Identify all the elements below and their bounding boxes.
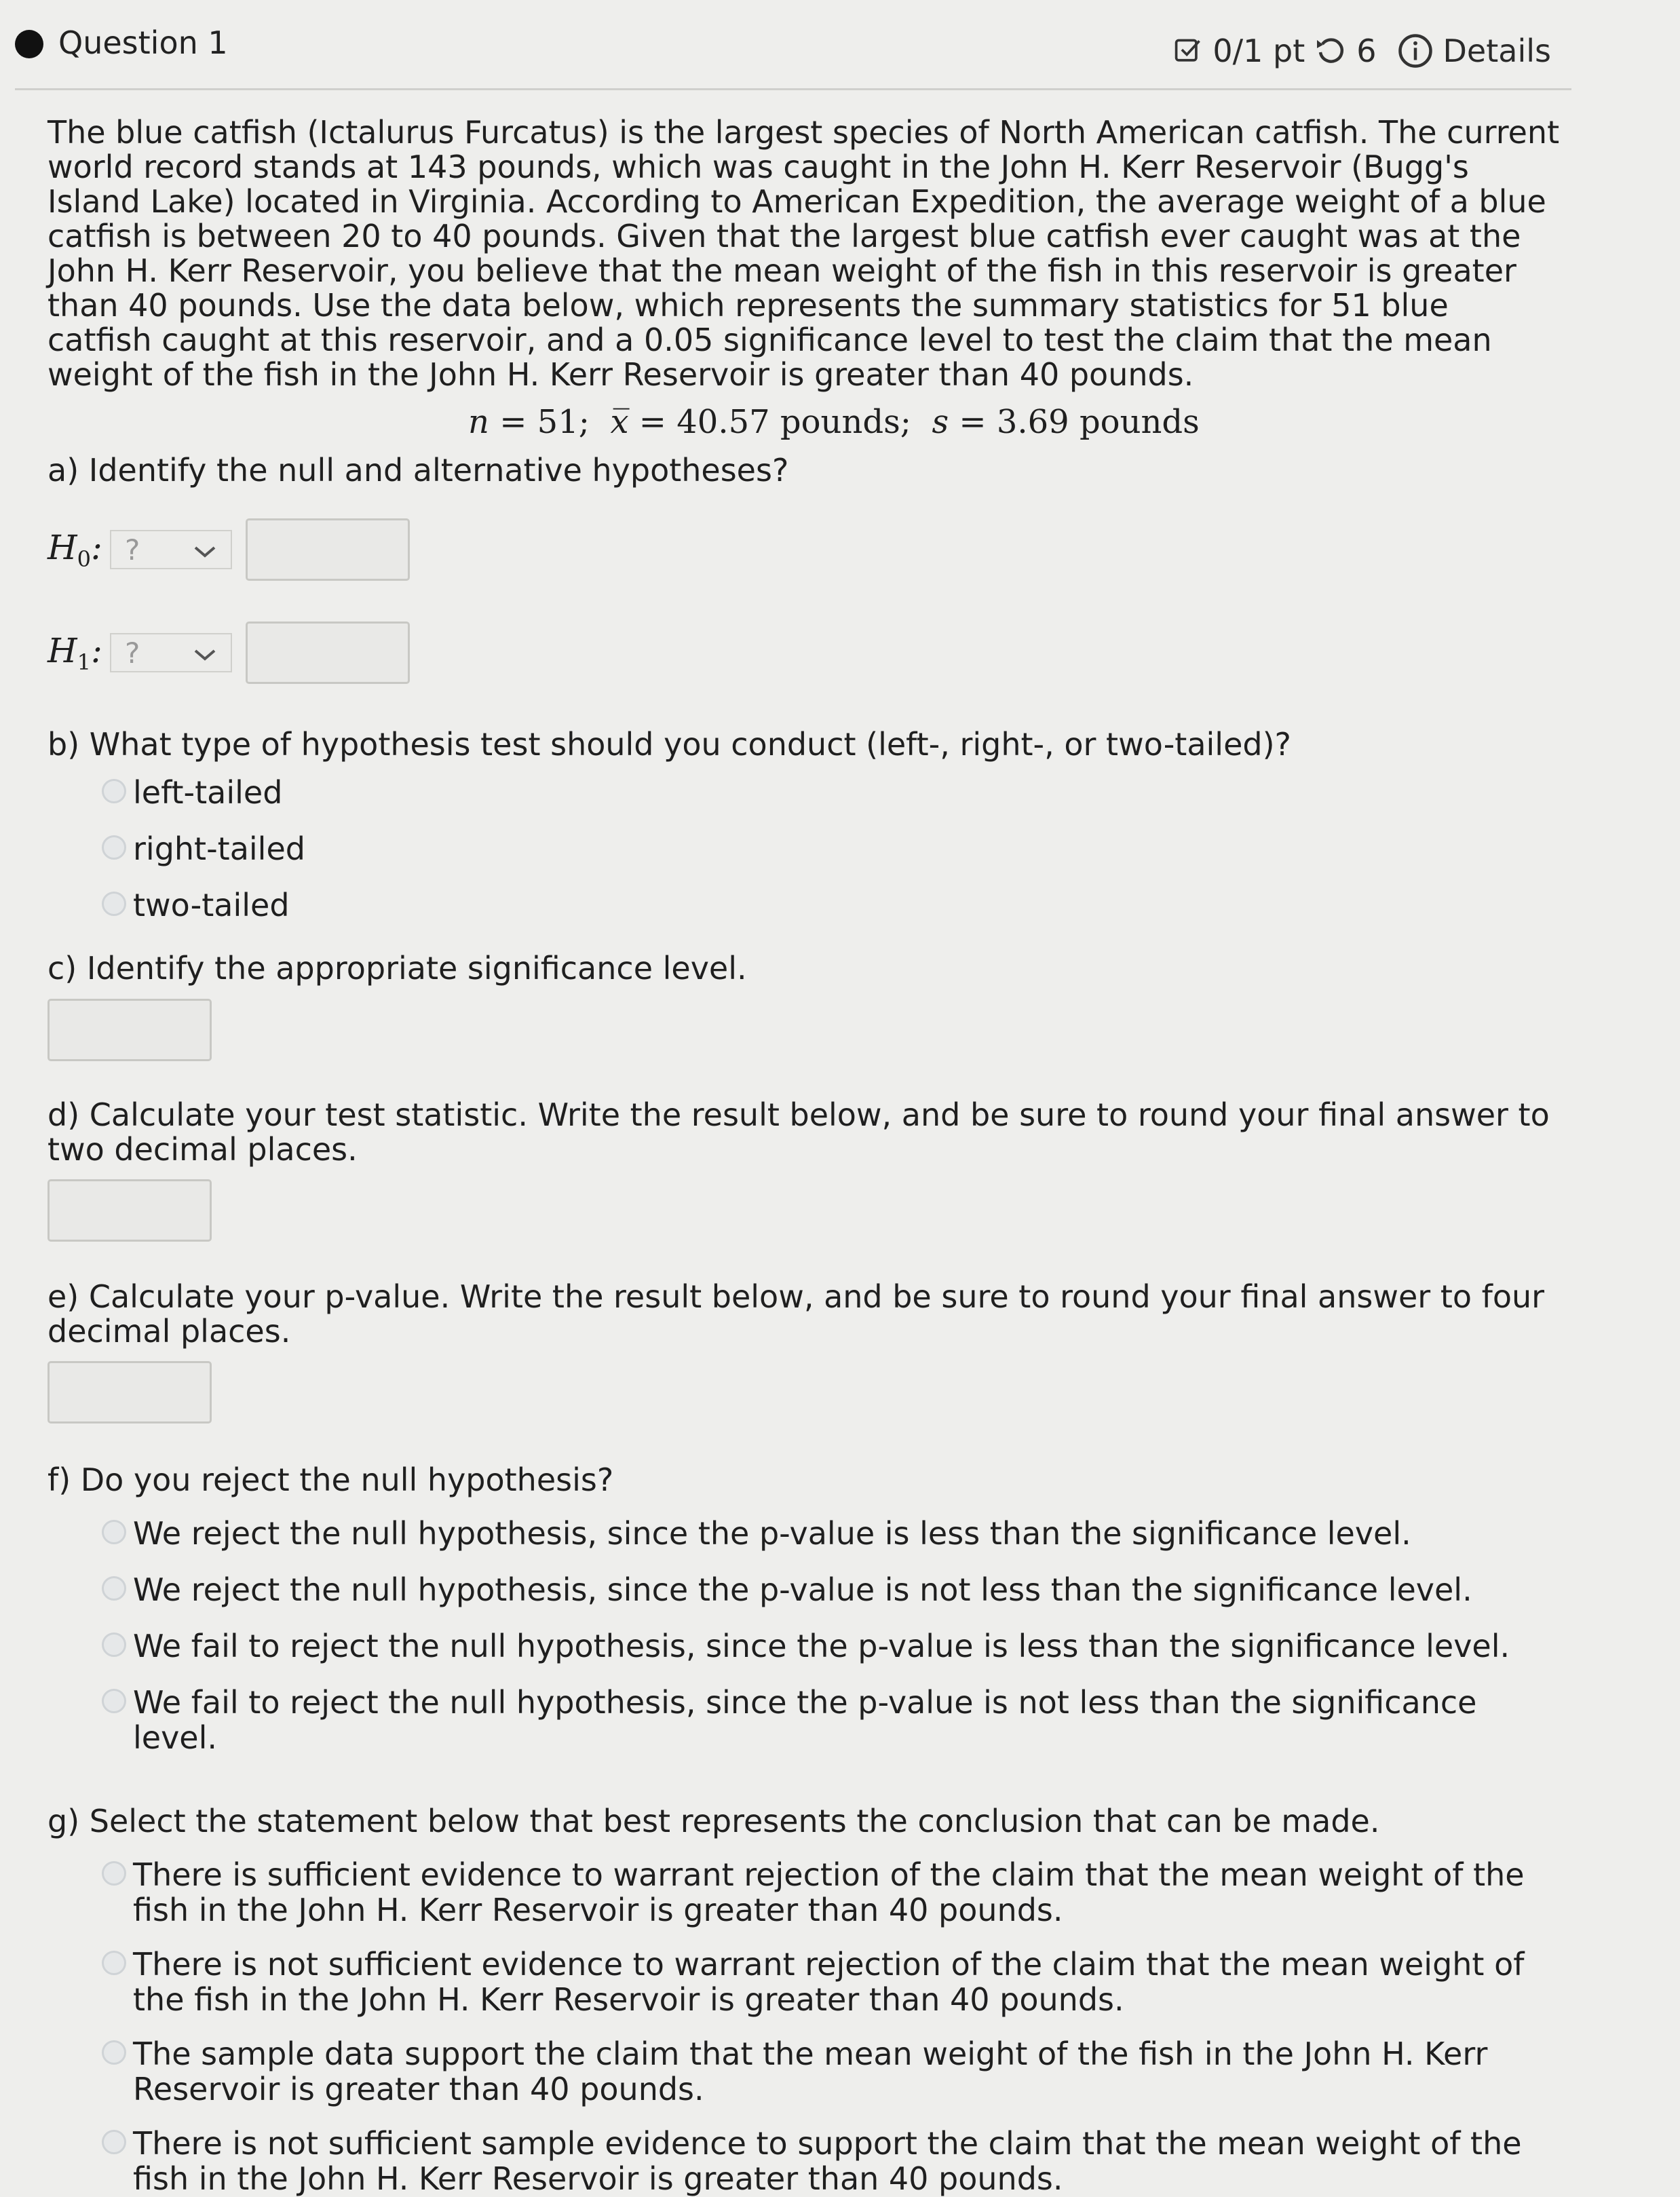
stat-n-value: = 51; bbox=[499, 403, 590, 441]
radio-button[interactable] bbox=[102, 835, 126, 860]
option-fail-reject-2[interactable] bbox=[47, 1685, 1561, 1755]
info-icon[interactable] bbox=[1397, 33, 1434, 69]
chevron-down-icon bbox=[193, 636, 217, 670]
problem-text: The blue catfish (Ictalurus Furcatus) is the largest species of North American catfish. The current world record stands at 143 pounds, which was caught in the John H. Kerr Reservoir (Bugg's Island Lake) located in Virginia. According to American Expedition, the average weight of a blue catfish is between 20 to 40 pounds. Given that the largest blue catfish ever caught was at the John H. Kerr Reservoir, you believe that the mean weight of the fish in this reservoir is greater than 40 pounds. Use the data below, which represents the summary statistics for 51 blue catfish caught at this reservoir, and a 0.05 significance level to test the claim that the mean weight of the fish in the John H. Kerr Reservoir is greater than 40 pounds. bbox=[47, 114, 1560, 393]
stat-s-label: s bbox=[932, 403, 949, 441]
p-value-input[interactable] bbox=[47, 1361, 212, 1424]
h0-select-value: ? bbox=[125, 533, 140, 567]
h0-operator-select[interactable] bbox=[110, 530, 232, 569]
question-body bbox=[47, 115, 1561, 2196]
h0-value-input[interactable] bbox=[246, 518, 410, 581]
radio-button[interactable] bbox=[102, 1520, 126, 1544]
h0-label: $H_0$: bbox=[47, 527, 102, 572]
option-label: We fail to reject the null hypothesis, since the p-value is less than the significance level. bbox=[133, 1628, 1510, 1664]
question-header bbox=[0, 0, 1680, 88]
option-conclusion-4[interactable] bbox=[47, 2126, 1561, 2196]
h1-label: $H_1$: bbox=[47, 630, 102, 675]
part-g-prompt: g) Select the statement below that best represents the conclusion that can be made. bbox=[47, 1803, 1380, 1839]
radio-button[interactable] bbox=[102, 1632, 126, 1657]
question-status-dot bbox=[15, 30, 43, 58]
summary-stats bbox=[47, 403, 1561, 441]
option-label: There is sufficient evidence to warrant rejection of the claim that the mean weight of the fish in the John H. Kerr Reservoir is greater than 40 pounds. bbox=[133, 1856, 1525, 1928]
h1-operator-select[interactable] bbox=[110, 633, 232, 672]
option-reject-2[interactable] bbox=[47, 1572, 1561, 1607]
header-divider bbox=[15, 88, 1571, 90]
option-conclusion-3[interactable] bbox=[47, 2036, 1561, 2107]
chevron-down-icon bbox=[193, 533, 217, 567]
option-label: right-tailed bbox=[133, 830, 305, 867]
option-label: two-tailed bbox=[133, 887, 290, 923]
radio-button[interactable] bbox=[102, 1689, 126, 1713]
option-label: There is not sufficient sample evidence to support the claim that the mean weight of the fish in the John H. Kerr Reservoir is greater than 40 pounds. bbox=[133, 2125, 1522, 2197]
checkbox-edit-icon bbox=[1173, 36, 1203, 66]
retry-icon[interactable] bbox=[1314, 35, 1347, 67]
stat-n-label: n bbox=[468, 403, 489, 441]
null-hypothesis-row bbox=[47, 516, 1561, 584]
option-label: There is not sufficient evidence to warrant rejection of the claim that the mean weight of the fish in the John H. Kerr Reservoir is greater than 40 pounds. bbox=[133, 1946, 1525, 2018]
part-e-prompt: e) Calculate your p-value. Write the result below, and be sure to round your final answer to four decimal places. bbox=[47, 1278, 1545, 1350]
option-label: The sample data support the claim that the mean weight of the fish in the John H. Kerr Reservoir is greater than 40 pounds. bbox=[133, 2036, 1488, 2107]
option-conclusion-1[interactable] bbox=[47, 1857, 1561, 1928]
radio-button[interactable] bbox=[102, 1576, 126, 1601]
option-right-tailed[interactable] bbox=[47, 831, 1561, 866]
reject-decision-options bbox=[47, 1516, 1561, 1755]
part-c-prompt: c) Identify the appropriate significance level. bbox=[47, 950, 747, 987]
option-reject-1[interactable] bbox=[47, 1516, 1561, 1551]
part-f-prompt: f) Do you reject the null hypothesis? bbox=[47, 1462, 614, 1498]
radio-button[interactable] bbox=[102, 1951, 126, 1975]
option-label: We reject the null hypothesis, since the p-value is less than the significance level. bbox=[133, 1515, 1411, 1552]
radio-button[interactable] bbox=[102, 2130, 126, 2154]
option-conclusion-2[interactable] bbox=[47, 1947, 1561, 2017]
question-meta bbox=[1173, 33, 1551, 69]
alt-hypothesis-row bbox=[47, 619, 1561, 687]
details-link[interactable]: Details bbox=[1443, 33, 1551, 69]
radio-button[interactable] bbox=[102, 892, 126, 916]
option-label: We fail to reject the null hypothesis, since the p-value is not less than the significance level. bbox=[133, 1684, 1477, 1756]
question-title: Question 1 bbox=[58, 24, 228, 61]
option-two-tailed[interactable] bbox=[47, 887, 1561, 923]
part-b-prompt: b) What type of hypothesis test should you conduct (left-, right-, or two-tailed)? bbox=[47, 726, 1291, 763]
option-label: left-tailed bbox=[133, 774, 283, 811]
option-label: We reject the null hypothesis, since the p-value is not less than the significance level. bbox=[133, 1571, 1472, 1608]
radio-button[interactable] bbox=[102, 1861, 126, 1886]
test-statistic-input[interactable] bbox=[47, 1179, 212, 1242]
h1-select-value: ? bbox=[125, 636, 140, 670]
option-fail-reject-1[interactable] bbox=[47, 1628, 1561, 1664]
radio-button[interactable] bbox=[102, 779, 126, 803]
part-d-prompt: d) Calculate your test statistic. Write the result below, and be sure to round your final answer to two decimal places. bbox=[47, 1096, 1550, 1168]
option-left-tailed[interactable] bbox=[47, 775, 1561, 810]
significance-level-input[interactable] bbox=[47, 999, 212, 1061]
conclusion-options bbox=[47, 1857, 1561, 2196]
attempts-text: 6 bbox=[1356, 33, 1377, 69]
points-text: 0/1 pt bbox=[1213, 33, 1305, 69]
h1-value-input[interactable] bbox=[246, 622, 410, 684]
stat-xbar-value: = 40.57 pounds; bbox=[638, 403, 911, 441]
part-a-prompt: a) Identify the null and alternative hypotheses? bbox=[47, 452, 789, 489]
stat-s-value: = 3.69 pounds bbox=[959, 403, 1200, 441]
stat-xbar-label: x̅ bbox=[610, 403, 629, 441]
tail-type-options bbox=[47, 775, 1561, 923]
radio-button[interactable] bbox=[102, 2040, 126, 2065]
